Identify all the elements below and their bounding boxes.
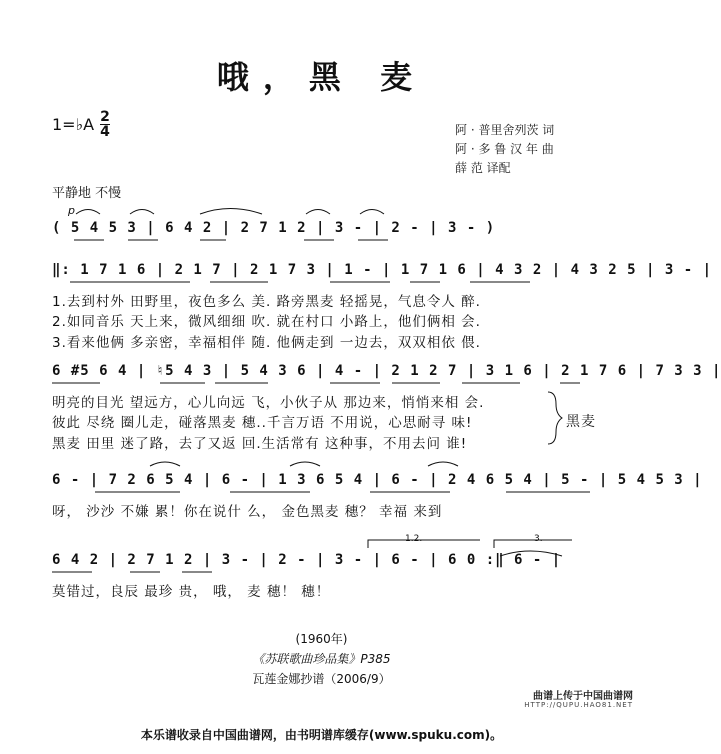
slur: [500, 551, 562, 556]
watermark-line2: HTTP://QUPU.HAO81.NET: [524, 701, 633, 709]
lyric-line-verse2: 2.如同音乐 天上来，微风细细 吹. 就在村口 小路上，他们俩相 会.: [52, 314, 481, 330]
credit-lyricist: 阿 · 普里舍列茨 词: [455, 123, 555, 137]
lyric-line-b3: 黑麦 田里 迷了路，去了又返 回.生活常有 这种事，不用去问 谁!: [52, 436, 468, 452]
footer-note: 本乐谱收录自中国曲谱网，由书明谱库缓存(www.spuku.com)。: [140, 728, 503, 742]
brace-label: 黑麦: [566, 414, 596, 430]
source-note: 《苏联歌曲珍品集》P385: [252, 652, 391, 666]
score-row-chorus-a: 6 - | 7 2 6 5 4 | 6 - | 1 3 6 5 4 | 6 - | 2 4 6 5 4 | 5 - | 5 4 5 3 |: [52, 472, 703, 488]
volta-bracket-second: [494, 540, 572, 548]
lyric-line-b2: 彼此 尽绕 圈儿走，碰落黑麦 穗..千言万语 不用说，心思耐寻 味!: [52, 415, 473, 431]
dynamic-marking: p: [68, 204, 75, 217]
lyric-line-b1: 明亮的目光 望远方，心儿向远 飞，小伙子从 那边来，悄悄来相 会.: [52, 395, 485, 411]
year-note: (1960年): [295, 632, 348, 646]
slur: [290, 462, 320, 466]
lyric-line-verse1: 1.去到村外 田野里，夜色多么 美. 路旁黑麦 轻摇晃，气息令人 醉.: [52, 294, 481, 310]
slur: [130, 210, 154, 215]
credit-composer: 阿 · 多 鲁 汉 年 曲: [455, 142, 554, 156]
slur: [306, 210, 330, 215]
slur: [150, 462, 180, 466]
volta-second-label: 3.: [534, 534, 543, 544]
brace: [548, 392, 562, 444]
lyric-line-ending: 莫错过，良辰 最珍 贵， 哦， 麦 穗！ 穗！: [52, 584, 331, 600]
volta-first-label: 1.2.: [405, 534, 423, 544]
score-row-intro: ( 5 4 5 3 | 6 4 2 | 2 7 1 2 | 3 - | 2 - | 3 - ): [52, 220, 496, 236]
slur: [200, 209, 262, 215]
time-signature-bottom: 4: [100, 124, 110, 140]
tempo-marking: 平静地 不慢: [52, 186, 122, 201]
key-signature: 1=♭A: [52, 115, 95, 134]
song-title: 哦，黑 麦: [216, 58, 427, 96]
score-row-verse-a: ‖: 1 7 1 6 | 2 1 7 | 2 1 7 3 | 1 - | 1 7 1 6 | 4 3 2 | 4 3 2 5 | 3 - |: [52, 262, 713, 278]
lyric-line-chorus-a: 呀， 沙沙 不嫌 累！你在说什 么， 金色黑麦 穗？ 幸福 来到: [52, 504, 443, 520]
credit-translator: 薛 范 译配: [455, 161, 511, 175]
slur: [76, 210, 100, 215]
lyric-line-verse3: 3.看来他俩 多亲密，幸福相伴 随. 他俩走到 一边去，双双相依 偎.: [52, 335, 481, 351]
score-row-ending: 6 4 2 | 2 7 1 2 | 3 - | 2 - | 3 - | 6 - | 6 0 :‖ 6 - |: [52, 552, 562, 568]
score-row-verse-b: 6 #5 6 4 | ♮5 4 3 | 5 4 3 6 | 4 - | 2 1 2 7 | 3 1 6 | 2 1 7 6 | 7 3 3 |: [52, 363, 721, 379]
volta-bracket-first: [368, 540, 480, 548]
slur: [360, 210, 384, 215]
time-signature-top: 2: [100, 109, 110, 125]
watermark-line1: 曲谱上传于中国曲谱网: [533, 691, 633, 702]
slur: [428, 462, 458, 466]
copyist-note: 瓦莲金娜抄谱（2006/9）: [252, 672, 391, 686]
